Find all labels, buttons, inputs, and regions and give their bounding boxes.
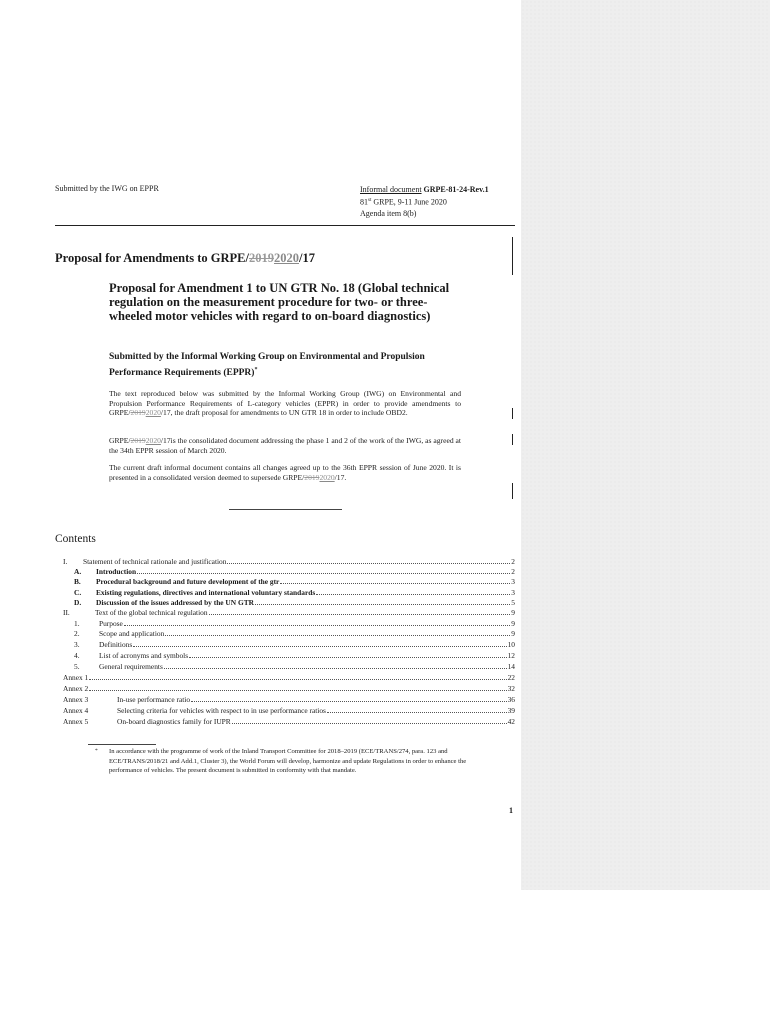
toc-item[interactable]: B. Procedural background and future development of the gtr 3 [74,577,515,586]
header-rule [55,225,515,226]
comment-pane [521,0,770,890]
toc-item[interactable]: D. Discussion of the issues addressed by the UN GTR 5 [74,598,515,607]
toc-item[interactable]: C. Existing regulations, directives and international voluntary standards 3 [74,588,515,597]
header-submitter: Submitted by the IWG on EPPR [55,184,159,193]
toc-item[interactable]: II. Text of the global technical regulation 9 [63,608,515,617]
paragraph-3: The current draft informal document contains all changes agreed up to the 36th EPPR session of June 2020. It is presented in a consolidated version deemed to supersede GRPE/20192020/17. [109,463,461,482]
toc-item[interactable]: 1. Purpose 9 [74,619,515,628]
change-bar [512,408,513,419]
paragraph-2: GRPE/20192020/17is the consolidated document addressing the phase 1 and 2 of the work of the IWG, as agreed at the 34th EPPR session of March 2020. [109,436,461,455]
header-doc-id-line [360,184,489,195]
contents-heading: Contents [55,533,96,545]
main-title: Proposal for Amendments to GRPE/20192020/17 [55,251,315,265]
toc-item[interactable]: 2. Scope and application 9 [74,629,515,638]
change-bar [512,434,513,445]
informal-doc-label: Informal document [360,185,422,194]
separator-line [229,509,342,510]
toc-item[interactable]: 3. Definitions 10 [74,640,515,649]
header-agenda: Agenda item 8(b) [360,208,417,218]
toc-item[interactable]: Annex 5 On-board diagnostics family for IUPR 42 [63,717,515,726]
footnote-separator [88,744,156,745]
toc-item[interactable]: Annex 2 32 [63,684,515,693]
toc-item[interactable]: Annex 1 22 [63,673,515,682]
header-doc-info [360,184,489,219]
toc-item[interactable]: A. Introduction 2 [74,567,515,576]
doc-id: GRPE-81-24-Rev.1 [423,185,489,194]
toc-item[interactable]: 5. General requirements 14 [74,662,515,671]
footnote-ref[interactable]: * [254,366,258,373]
footnote-mark: * [95,748,98,754]
toc-item[interactable]: I. Statement of technical rationale and justification 2 [63,557,515,566]
proposal-title: Proposal for Amendment 1 to UN GTR No. 18 (Global technical regulation on the measurement procedure for two- or three-wheeled motor vehicles with regard to on-board diagnostics) [109,281,450,323]
submitted-by: Submitted by the Informal Working Group on Environmental and Propulsion Performance Requirements (EPPR)* [109,352,425,378]
toc-item[interactable]: Annex 3 In-use performance ratio 36 [63,695,515,704]
change-bar [512,483,513,499]
change-bar [512,237,513,275]
footnote [97,747,467,776]
toc-item[interactable]: 4. List of acronyms and symbols 12 [74,651,515,660]
paragraph-1: The text reproduced below was submitted by the Informal Working Group (IWG) on Environmental and Propulsion Performance Requirements of L-category vehicles (EPPR) in order to provide amendments to GRPE/20192020/17, the draft proposal for amendments to UN GTR 18 in order to include OBD2. [109,389,461,418]
page-number: 1 [509,806,513,815]
footnote-text: In accordance with the programme of work of the Inland Transport Committee for 2018–2019 (ECE/TRANS/274, para. 123 and ECE/TRANS/2018/21 and Add.1, Cluster 3), the World Forum will develop, harmonize and update Regulations in order to enhance the performance of vehicles. The present document is submitted in conformity with that mandate. [109,748,467,774]
toc-item[interactable]: Annex 4 Selecting criteria for vehicles with respect to in use performance ratios 39 [63,706,515,715]
header-session: 81st GRPE, 9-11 June 2020 [360,197,447,207]
